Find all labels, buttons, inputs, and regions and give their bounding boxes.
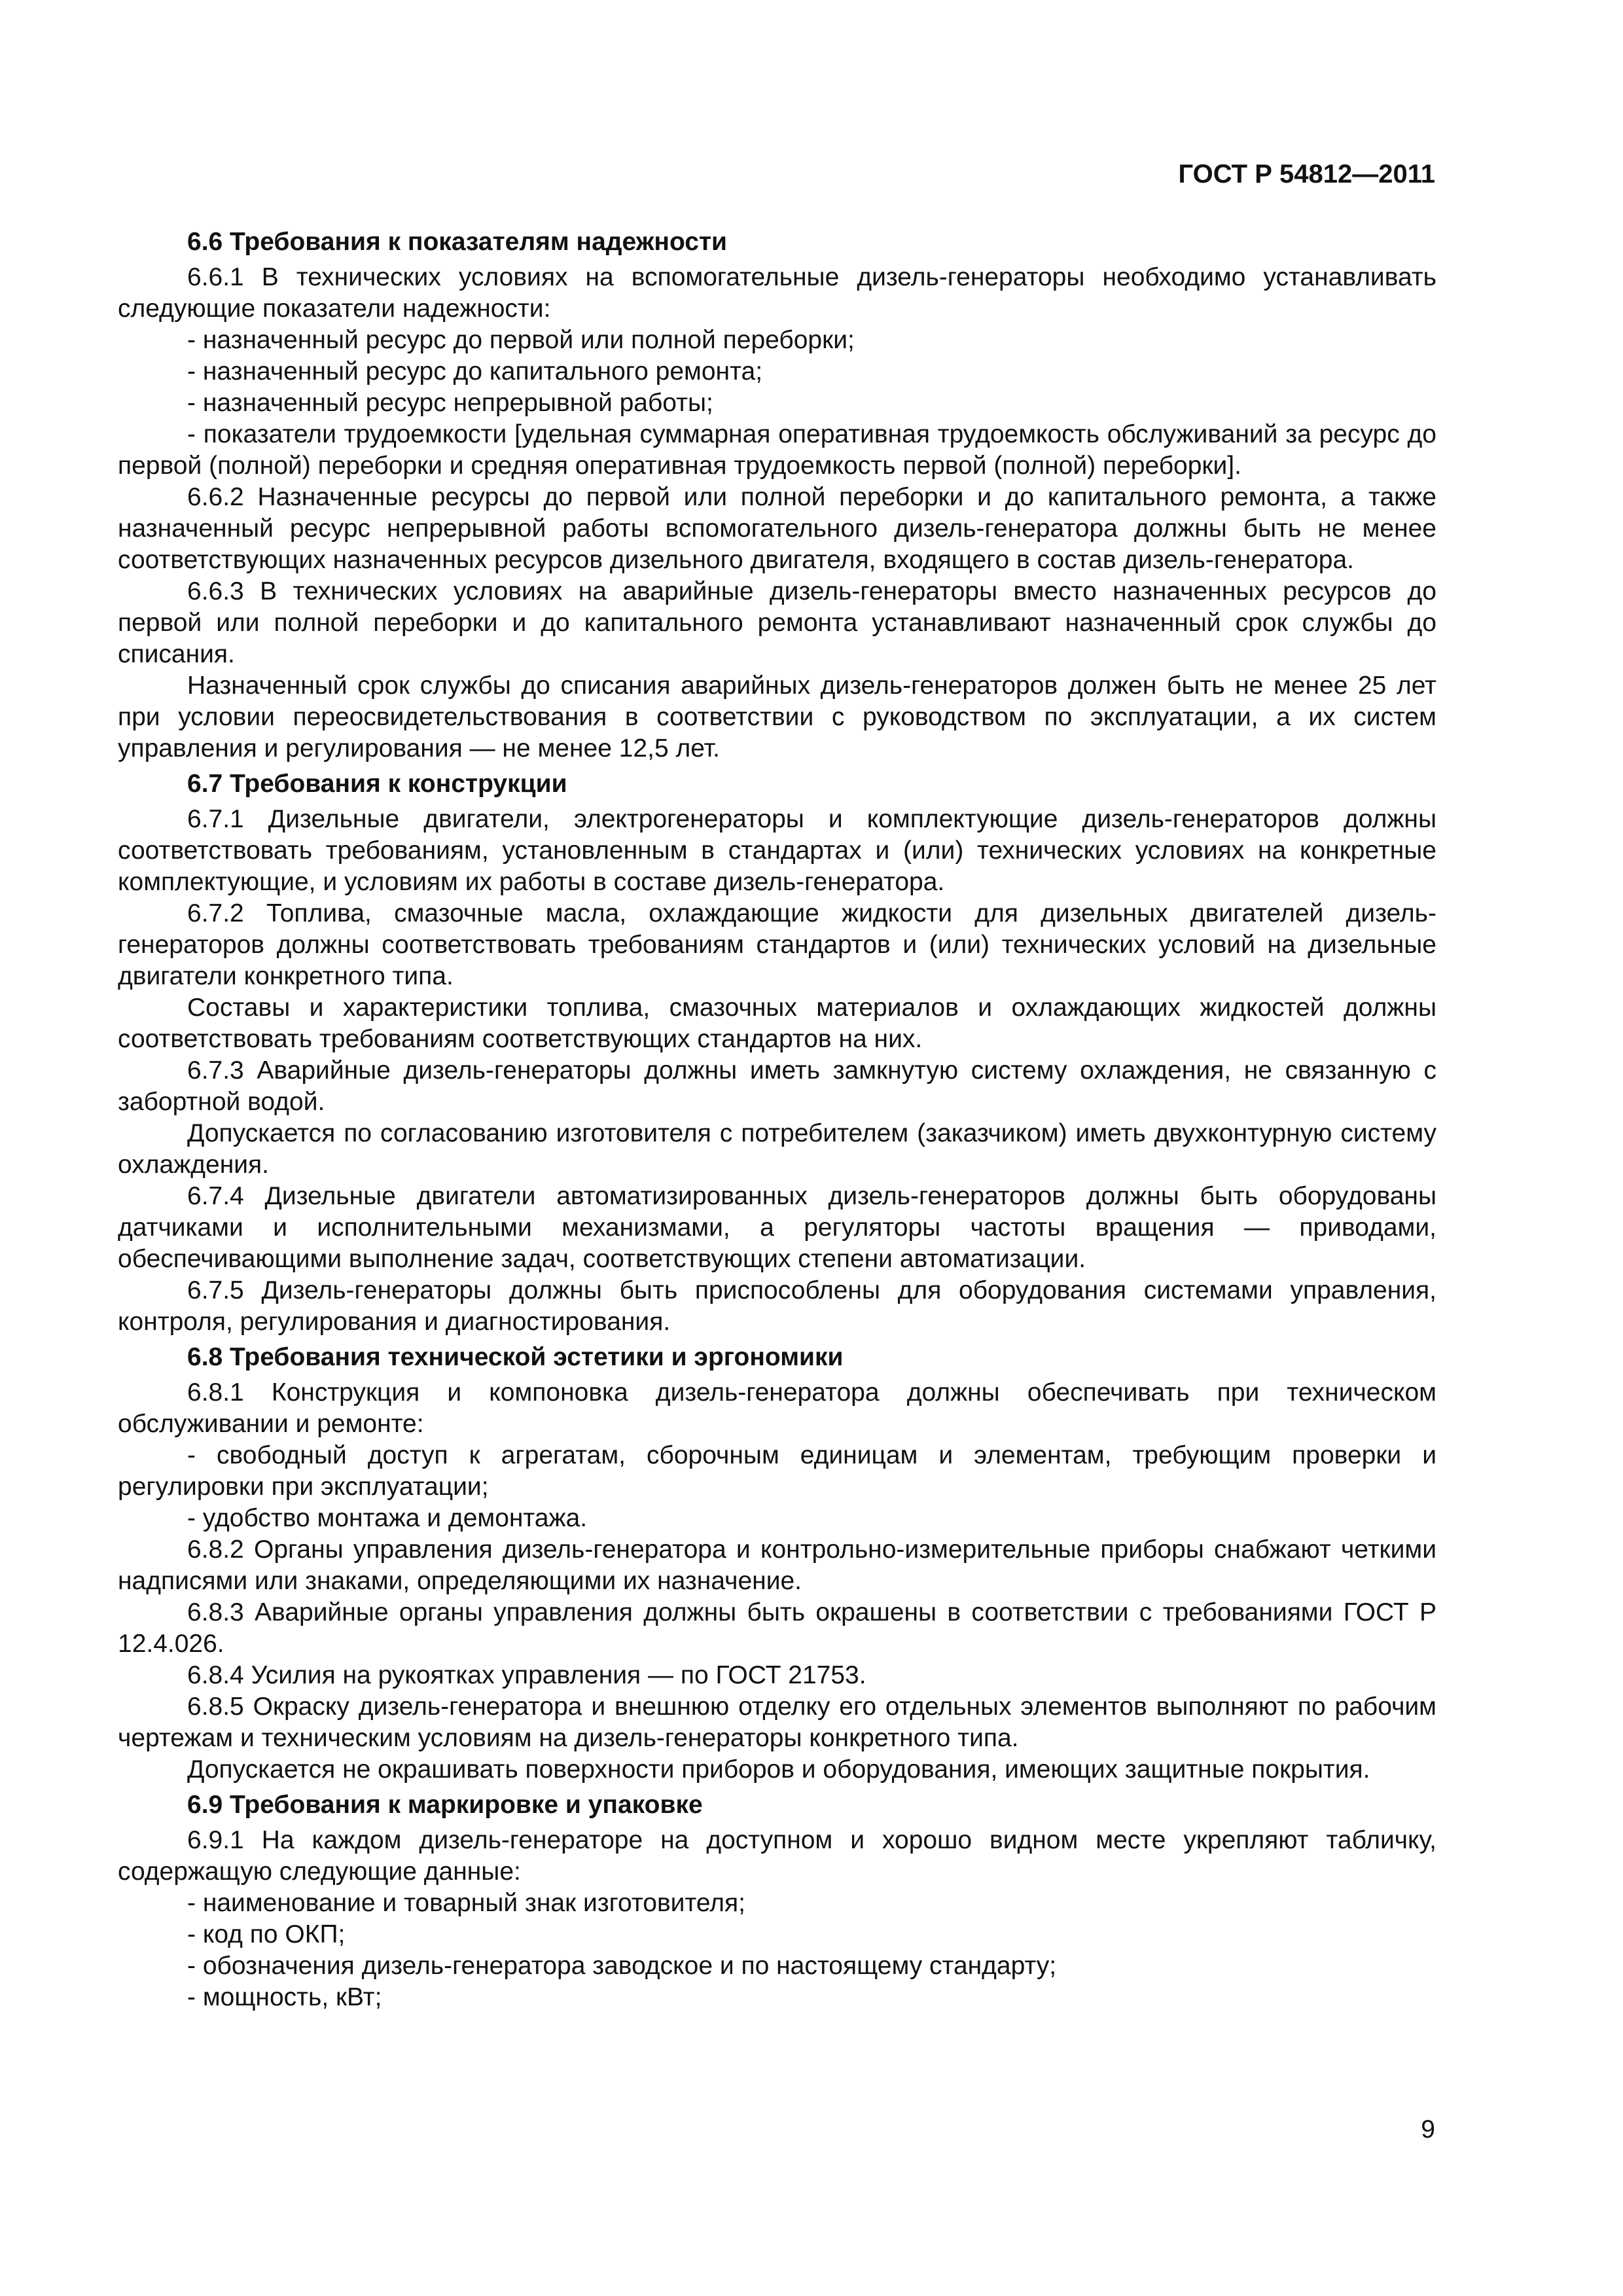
paragraph: 6.8.5 Окраску дизель-генератора и внешнюю отделку его отдельных элементов выполняют по рабочим чертежам и техническим условиям на дизель-генераторы конкретного типа.	[118, 1693, 1436, 1752]
list-item: - мощность, кВт;	[187, 1983, 382, 2011]
paragraph: Допускается не окрашивать поверхности приборов и оборудования, имеющих защитные покрытия.	[187, 1755, 1370, 1784]
paragraph: 6.7.4 Дизельные двигатели автоматизированных дизель-генераторов должны быть оборудованы датчиками и исполнительными механизмами, а регуляторы частоты вращения — приводами, обеспечивающими выполнение задач, соответствующих степени автоматизации.	[118, 1182, 1436, 1273]
paragraph: 6.7.2 Топлива, смазочные масла, охлаждающие жидкости для дизельных двигателей дизель-генераторов должны соответствовать требованиям стандартов и (или) технических условий на дизельные двигатели конкретного типа.	[118, 899, 1436, 990]
list-item: - назначенный ресурс до капитального ремонта;	[187, 357, 763, 386]
paragraph: 6.8.2 Органы управления дизель-генератора и контрольно-измерительные приборы снабжают четкими надписями или знаками, определяющими их назначение.	[118, 1535, 1436, 1595]
list-item: - обозначения дизель-генератора заводское и по настоящему стандарту;	[187, 1952, 1057, 1980]
section-heading-6-8: 6.8 Требования технической эстетики и эргономики	[187, 1343, 844, 1371]
list-item: - свободный доступ к агрегатам, сборочным единицам и элементам, требующим проверки и регулировки при эксплуатации;	[118, 1441, 1436, 1501]
document-designation: ГОСТ Р 54812—2011	[1178, 160, 1435, 188]
list-item: - код по ОКП;	[187, 1920, 346, 1948]
list-item: - назначенный ресурс непрерывной работы;	[187, 389, 713, 417]
page-number: 9	[1421, 2115, 1435, 2144]
paragraph: 6.6.2 Назначенные ресурсы до первой или полной переборки и до капитального ремонта, а также назначенный ресурс непрерывной работы вспомогательного дизель-генератора должны быть не менее соответствующих назначенных ресурсов дизельного двигателя, входящего в состав дизель-генератора.	[118, 483, 1436, 574]
section-heading-6-7: 6.7 Требования к конструкции	[187, 770, 567, 798]
paragraph: Назначенный срок службы до списания аварийных дизель-генераторов должен быть не менее 25 лет при условии переосвидетельствования в соответствии с руководством по эксплуатации, а их систем управления и регулирования — не менее 12,5 лет.	[118, 672, 1436, 762]
paragraph: 6.7.5 Дизель-генераторы должны быть приспособлены для оборудования системами управления, контроля, регулирования и диагностирования.	[118, 1276, 1436, 1336]
paragraph: 6.6.3 В технических условиях на аварийные дизель-генераторы вместо назначенных ресурсов до первой или полной переборки и до капитального ремонта устанавливают назначенный срок службы до списания.	[118, 577, 1436, 668]
paragraph: 6.7.1 Дизельные двигатели, электрогенераторы и комплектующие дизель-генераторов должны соответствовать требованиям, установленным в стандартах и (или) технических условиях на конкретные комплектующие, и условиям их работы в составе дизель-генератора.	[118, 805, 1436, 896]
section-heading-6-9: 6.9 Требования к маркировке и упаковке	[187, 1791, 703, 1819]
list-item: - наименование и товарный знак изготовителя;	[187, 1889, 745, 1917]
section-heading-6-6: 6.6 Требования к показателям надежности	[187, 228, 728, 256]
document-body	[118, 226, 1436, 2013]
paragraph: 6.8.4 Усилия на рукоятках управления — по ГОСТ 21753.	[187, 1661, 866, 1689]
paragraph: 6.9.1 На каждом дизель-генераторе на доступном и хорошо видном месте укрепляют табличку, содержащую следующие данные:	[118, 1826, 1436, 1886]
paragraph: Допускается по согласованию изготовителя с потребителем (заказчиком) иметь двухконтурную систему охлаждения.	[118, 1119, 1436, 1179]
paragraph: 6.6.1 В технических условиях на вспомогательные дизель-генераторы необходимо устанавливать следующие показатели надежности:	[118, 263, 1436, 323]
paragraph: 6.8.1 Конструкция и компоновка дизель-генератора должны обеспечивать при техническом обслуживании и ремонте:	[118, 1378, 1436, 1438]
list-item: - показатели трудоемкости [удельная суммарная оперативная трудоемкость обслуживаний за ресурс до первой (полной) переборки и средняя оперативная трудоемкость первой (полной) переборки].	[118, 420, 1436, 480]
list-item: - назначенный ресурс до первой или полной переборки;	[187, 326, 855, 354]
paragraph: Составы и характеристики топлива, смазочных материалов и охлаждающих жидкостей должны соответствовать требованиям соответствующих стандартов на них.	[118, 994, 1436, 1053]
list-item: - удобство монтажа и демонтажа.	[187, 1504, 588, 1532]
paragraph: 6.7.3 Аварийные дизель-генераторы должны иметь замкнутую систему охлаждения, не связанную с забортной водой.	[118, 1056, 1436, 1116]
paragraph: 6.8.3 Аварийные органы управления должны быть окрашены в соответствии с требованиями ГОСТ Р 12.4.026.	[118, 1598, 1436, 1658]
